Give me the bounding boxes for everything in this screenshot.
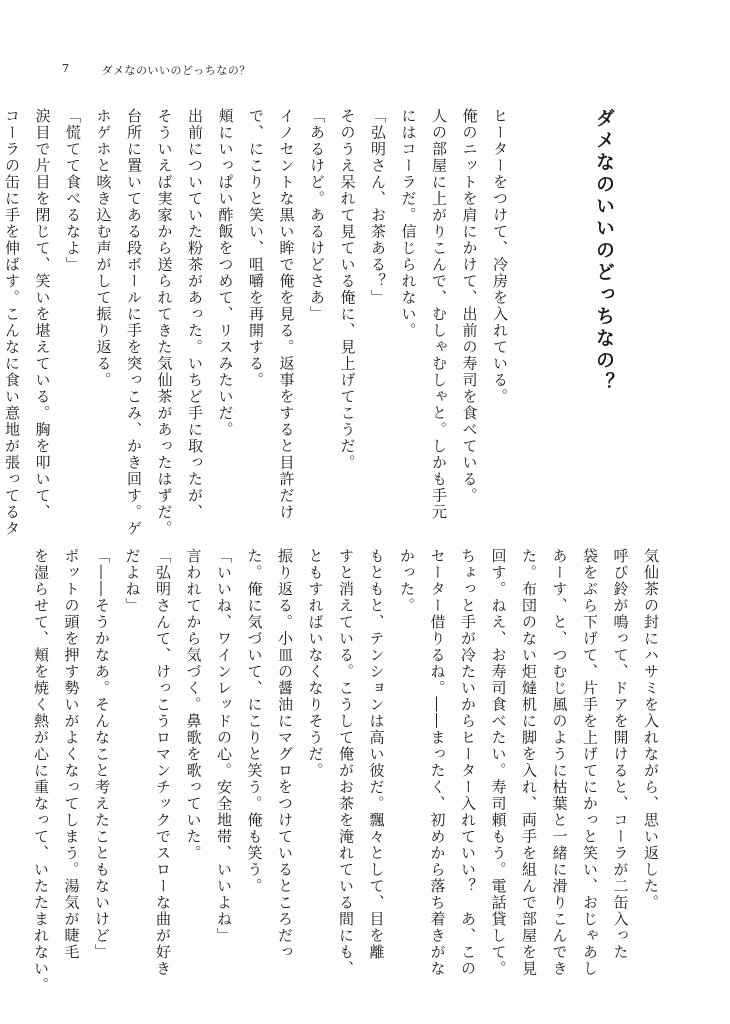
text-line: もともと、テンションは高い彼だ。飄々として、目を離 bbox=[367, 548, 386, 961]
bottom-text-block bbox=[26, 548, 667, 994]
text-line: セーター借りるね。――まったく、初めから落ち着きがな bbox=[428, 548, 447, 977]
text-line: 出前についていた粉茶があった。いちど手に取ったが、 bbox=[186, 108, 204, 521]
text-line: かった。 bbox=[398, 548, 416, 614]
text-line: そういえば実家から送られてきた気仙茶があったはずだ。 bbox=[155, 108, 174, 537]
text-line: コーラの缶に手を伸ばす。こんなに食い意地が張ってるタ bbox=[3, 108, 21, 537]
running-title: ダメなのいいのどっちなの？ bbox=[101, 64, 251, 77]
text-line: ちょっと手が冷たいからヒーター入れていい？ あ、この bbox=[459, 548, 477, 977]
text-line: 気仙茶の封にハサミを入れながら、思い返した。 bbox=[642, 548, 660, 911]
text-line: 呼び鈴が鳴って、ドアを開けると、コーラが二缶入った bbox=[611, 548, 630, 961]
text-line: ともすればいなくなりそうだ。 bbox=[306, 548, 325, 779]
text-line: 振り返る。小皿の醤油にマグロをつけているところだっ bbox=[276, 548, 294, 961]
page-number: 7 bbox=[62, 62, 70, 75]
text-line: 袋をぶら下げて、片手を上げてにかっと笑い、おじゃあし bbox=[581, 548, 599, 977]
text-line: 「弘明さんて、けっこうロマンチックでスローな曲が好き bbox=[154, 548, 172, 977]
text-line: ポットの頭を押す勢いがよくなってしまう。湯気が睫毛 bbox=[62, 548, 81, 961]
text-line: た。俺に気づいて、にこりと笑う。俺も笑う。 bbox=[245, 548, 264, 895]
text-line: 俺のニットを肩にかけて、出前の寿司を食べている。 bbox=[460, 108, 479, 504]
text-line: た。布団のない炬燵机に脚を入れ、両手を組んで部屋を見 bbox=[520, 548, 538, 977]
text-line: 「慌てて食べるなよ」 bbox=[64, 108, 82, 273]
text-line: ヒーターをつけて、冷房を入れている。 bbox=[491, 108, 509, 405]
text-line: 台所に置いてある段ボールに手を突っこみ、かき回す。ゲ bbox=[125, 108, 143, 537]
text-line: 「いいね、ワインレッドの心。安全地帯、いいよね」 bbox=[215, 548, 233, 944]
text-line: にはコーラだ。信じられない。 bbox=[399, 108, 418, 339]
text-line: イノセントな黒い眸で俺を見る。返事をすると目許だけ bbox=[277, 108, 296, 521]
text-line: 言われてから気づく。鼻歌を歌っていた。 bbox=[184, 548, 203, 862]
text-line: 回す。ねえ、お寿司食べたい。寿司頼もう。電話貸して。 bbox=[489, 548, 508, 977]
top-text-block bbox=[0, 108, 515, 537]
chapter-title: ダメなのいいのどっちなの？ bbox=[593, 108, 615, 394]
text-line: すと消えている。こうして俺がお茶を淹れている間にも、 bbox=[337, 548, 355, 977]
text-line: で、にこりと笑い、咀嚼を再開する。 bbox=[247, 108, 265, 389]
text-line: 「――そうかなあ。そんなこと考えたこともないけど」 bbox=[93, 548, 111, 961]
page-header bbox=[62, 62, 251, 78]
text-line: を湿らせて、頬を焼く熱が心に重なって、いたたまれない。 bbox=[32, 548, 50, 994]
text-line: ホゲホと咳き込む声がして振り返る。 bbox=[94, 108, 113, 389]
text-line: あーす、と、つむじ風のように枯葉と一緒に滑りこんでき bbox=[550, 548, 569, 977]
text-line: 頬にいっぱい酢飯をつめて、リスみたいだ。 bbox=[216, 108, 235, 438]
text-line: 「弘明さん、お茶ある？」 bbox=[369, 108, 387, 306]
text-line: 涙目で片目を閉じて、笑いを堪えている。胸を叩いて、 bbox=[33, 108, 52, 521]
text-line: 「あるけど。あるけどさあ」 bbox=[308, 108, 326, 323]
text-line: そのうえ呆れて見ている俺に、見上げてこうだ。 bbox=[338, 108, 357, 471]
text-line: だよね」 bbox=[123, 548, 142, 614]
text-line: 人の部屋に上がりこんで、むしゃむしゃと。しかも手元 bbox=[430, 108, 448, 521]
